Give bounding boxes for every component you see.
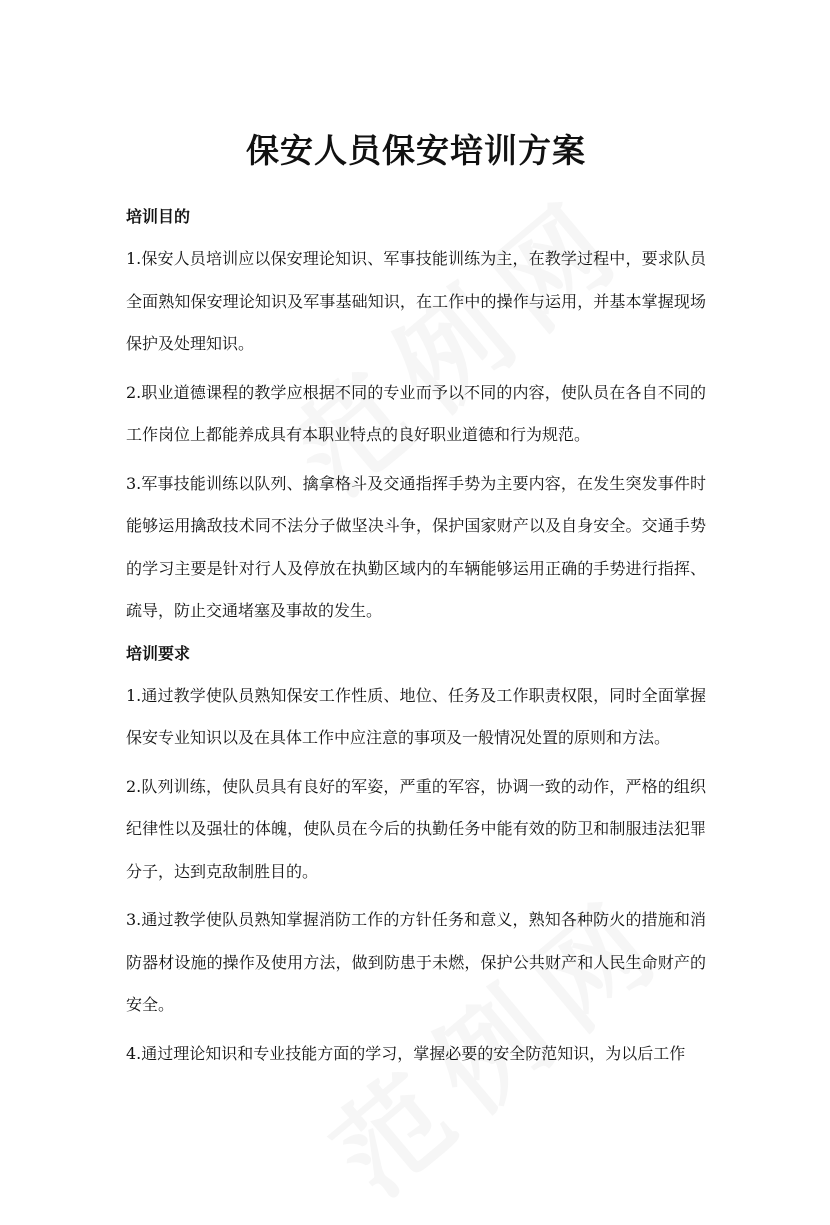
paragraph: 4.通过理论知识和专业技能方面的学习，掌握必要的安全防范知识，为以后工作: [126, 1043, 686, 1063]
paragraph: 3.军事技能训练以队列、擒拿格斗及交通指挥手势为主要内容，在发生突发事件时能够运用擒敌技术同不法分子做坚决斗争，保护国家财产以及自身安全。交通手势的学习主要是针对行人及停放在执勤区域内的车辆能够运用正确的手势进行指挥、疏导，防止交通堵塞及事故的发生。: [126, 473, 706, 620]
paragraph: 3.通过教学使队员熟知掌握消防工作的方针任务和意义，熟知各种防火的措施和消防器材设施的操作及使用方法，做到防患于未燃，保护公共财产和人民生命财产的安全。: [126, 910, 706, 1014]
section-training-purpose: [126, 202, 706, 633]
paragraph: 2.队列训练，使队员具有良好的军姿，严重的军容，协调一致的动作，严格的组织纪律性以及强壮的体魄，使队员在今后的执勤任务中能有效的防卫和制服违法犯罪分子，达到克敌制胜目的。: [126, 776, 706, 881]
paragraph: 1.保安人员培训应以保安理论知识、军事技能训练为主，在教学过程中，要求队员全面熟知保安理论知识及军事基础知识，在工作中的操作与运用，并基本掌握现场保护及处理知识。: [126, 249, 706, 353]
document-title: 保安人员保安培训方案: [246, 131, 586, 170]
paragraph: 2.职业道德课程的教学应根据不同的专业而予以不同的内容，使队员在各自不同的工作岗位上都能养成具有本职业特点的良好职业道德和行为规范。: [126, 382, 706, 444]
paragraph: 1.通过教学使队员熟知保安工作性质、地位、任务及工作职责权限，同时全面掌握保安专业知识以及在具体工作中应注意的事项及一般情况处置的原则和方法。: [126, 685, 706, 747]
section-training-requirements: [126, 639, 706, 1076]
section-heading: 培训要求: [126, 643, 191, 663]
section-heading: 培训目的: [126, 207, 191, 226]
